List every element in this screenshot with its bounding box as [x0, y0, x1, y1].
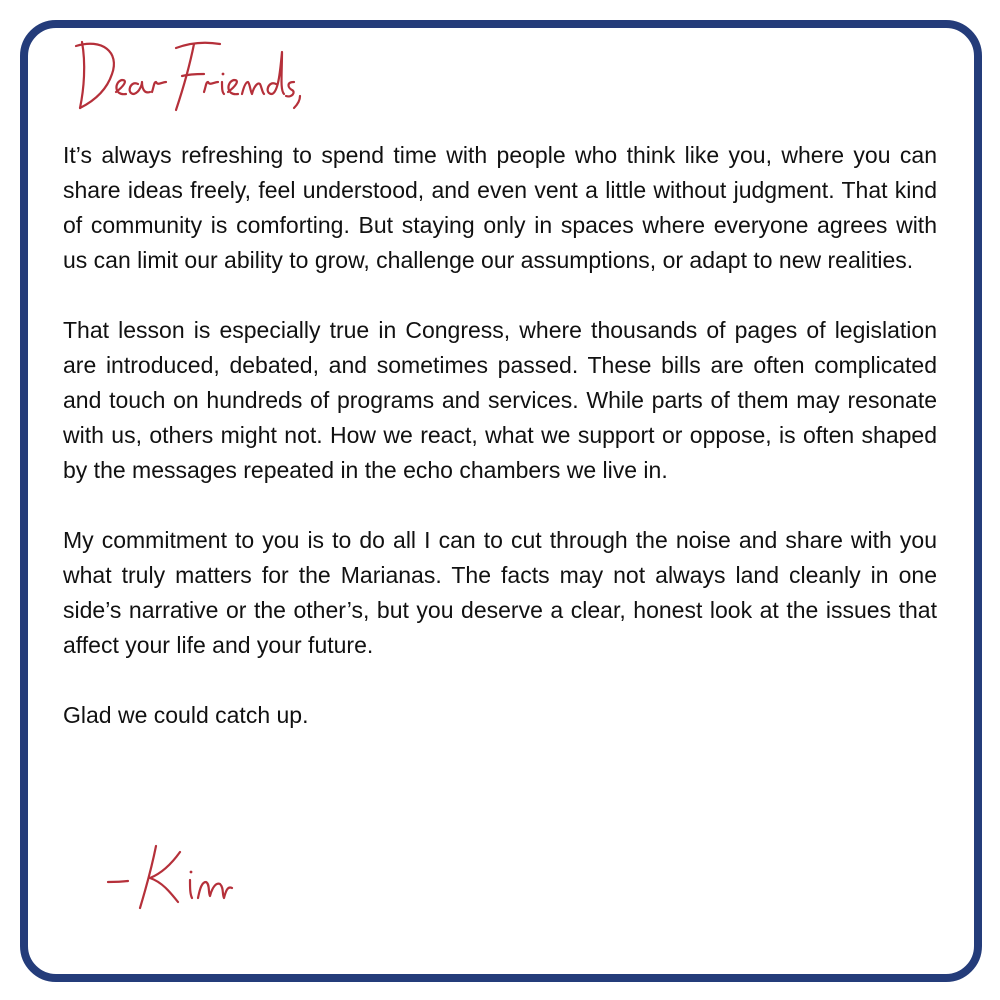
letter-paragraph: My commitment to you is to do all I can to cut through the noise and share with you what truly matters for the Marianas. The facts may not always land cleanly in one side’s narrative or the other’s, but you deserve a clear, honest look at the issues that affect your life and your future. — [63, 527, 937, 658]
letter-paragraph: That lesson is especially true in Congress, where thousands of pages of legislation are introduced, debated, and sometimes passed. These bills are often complicated and touch on hundreds of programs and services. While parts of them may resonate with us, others might not. How we react, what we support or oppose, is often shaped by the messages repeated in the echo chambers we live in. — [63, 317, 937, 483]
salutation-handwriting — [72, 34, 304, 116]
letter-paragraph: It’s always refreshing to spend time with people who think like you, where you can share ideas freely, feel understood, and even vent a little without judgment. That kind of community is comforting. But staying only in spaces where everyone agrees with us can limit our ability to grow, challenge our assumptions, or adapt to new realities. — [63, 142, 937, 273]
letter-body — [63, 138, 937, 768]
letter-closing: Glad we could catch up. — [63, 702, 309, 728]
signature-handwriting — [104, 838, 236, 914]
